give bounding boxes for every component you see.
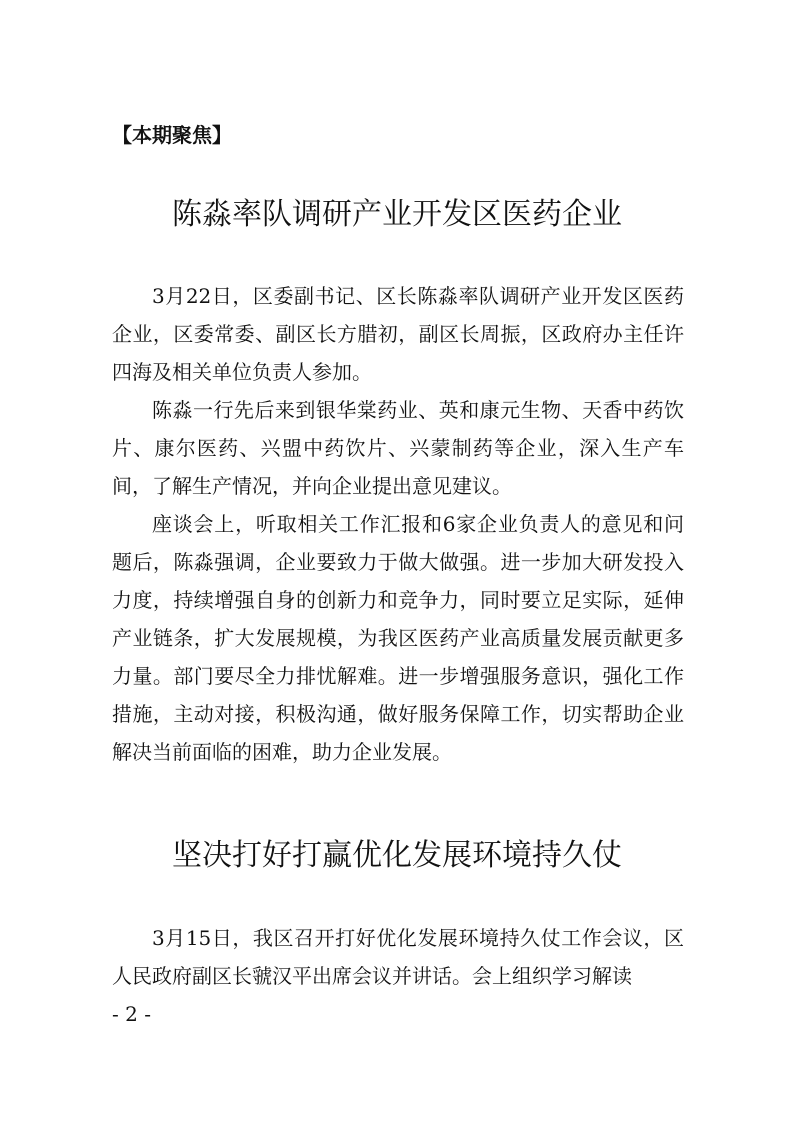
article-2-paragraph-1: 3月15日，我区召开打好优化发展环境持久仗工作会议，区人民政府副区长虢汉平出席会议并讲话。会上组织学习解读 xyxy=(112,926,684,988)
article-2-title: 坚决打好打赢优化发展环境持久仗 xyxy=(172,838,622,873)
article-2-body xyxy=(112,919,684,995)
article-1-body xyxy=(112,277,684,771)
page-number: - 2 - xyxy=(112,1002,151,1026)
section-tag: 【本期聚焦】 xyxy=(112,123,232,147)
article-1-title: 陈淼率队调研产业开发区医药企业 xyxy=(172,197,622,232)
article-1-paragraph-1: 3月22日，区委副书记、区长陈淼率队调研产业开发区医药企业，区委常委、副区长方腊初，副区长周振，区政府办主任许四海及相关单位负责人参加。 xyxy=(112,284,684,384)
article-1-paragraph-2: 陈淼一行先后来到银华棠药业、英和康元生物、天香中药饮片、康尔医药、兴盟中药饮片、兴蒙制药等企业，深入生产车间，了解生产情况，并向企业提出意见建议。 xyxy=(112,398,684,498)
article-1-paragraph-3: 座谈会上，听取相关工作汇报和6家企业负责人的意见和问题后，陈淼强调，企业要致力于做大做强。进一步加大研发投入力度，持续增强自身的创新力和竞争力，同时要立足实际，延伸产业链条，扩大发展规模，为我区医药产业高质量发展贡献更多力量。部门要尽全力排忧解难。进一步增强服务意识，强化工作措施，主动对接，积极沟通，做好服务保障工作，切实帮助企业解决当前面临的困难，助力企业发展。 xyxy=(112,512,684,764)
